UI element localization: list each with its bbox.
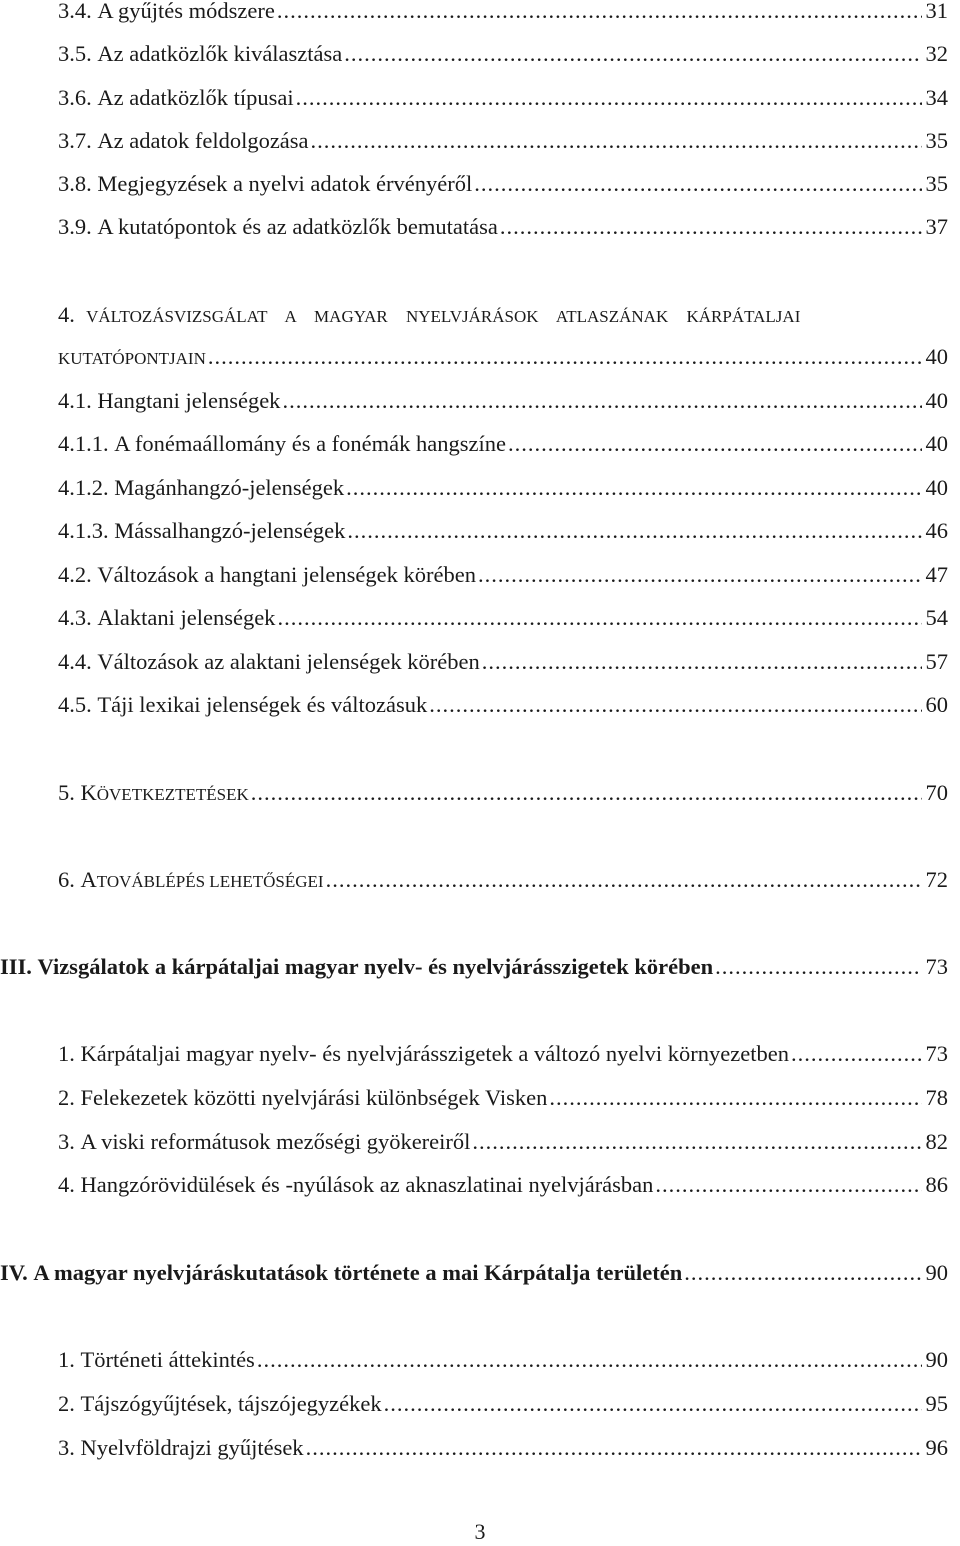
toc-number: 3.8.: [58, 171, 92, 196]
toc-entry[interactable]: [58, 1170, 948, 1200]
toc-leader: [470, 1127, 921, 1157]
toc-entry[interactable]: [58, 212, 948, 242]
toc-leader: [206, 342, 922, 372]
toc-leader: [275, 0, 922, 26]
toc-entry[interactable]: [58, 690, 948, 720]
toc-page: 35: [925, 171, 948, 196]
toc-number: 3.7.: [58, 128, 92, 153]
toc-leader: [294, 83, 922, 113]
toc-entry[interactable]: [58, 473, 948, 503]
toc-entry[interactable]: [58, 0, 948, 26]
toc-title: Hangtani jelenségek: [97, 388, 281, 413]
toc-entry[interactable]: [58, 169, 948, 199]
toc-leader: [476, 560, 922, 590]
toc-entry[interactable]: [58, 560, 948, 590]
toc-page: 82: [925, 1129, 948, 1154]
toc-title: A kutatópontok és az adatközlők bemutatása: [97, 214, 498, 239]
toc-title: Megjegyzések a nyelvi adatok érvényéről: [97, 171, 473, 196]
toc-leader: [309, 126, 922, 156]
toc-number: 3.: [58, 1129, 75, 1154]
toc-entry[interactable]: [58, 1433, 948, 1463]
toc-entry[interactable]: [58, 386, 948, 416]
toc-page: 40: [925, 388, 948, 413]
toc-number: 4.5.: [58, 692, 92, 717]
toc-number: 6.: [58, 867, 75, 892]
toc-title: Hangzórövidülések és -nyúlások az aknaszlatinai nyelvjárásban: [80, 1172, 654, 1197]
toc-number: 4.1.1.: [58, 431, 109, 456]
toc-leader: [249, 778, 922, 808]
toc-title: Táji lexikai jelenségek és változásuk: [97, 692, 428, 717]
toc-title-initial: K: [80, 780, 97, 805]
toc-entry-heading-cont[interactable]: [58, 342, 948, 374]
toc-title: A fonémaállomány és a fonémák hangszíne: [114, 431, 506, 456]
toc-leader: [344, 473, 921, 503]
toc-title: Az adatok feldolgozása: [97, 128, 309, 153]
toc-page: 57: [925, 649, 948, 674]
toc-title: Történeti áttekintés: [80, 1347, 255, 1372]
toc-number: 4.1.: [58, 388, 92, 413]
toc-number: 4.3.: [58, 605, 92, 630]
toc-leader: [472, 169, 921, 199]
toc-entry[interactable]: [58, 1039, 948, 1069]
toc-page: 31: [925, 0, 948, 23]
toc-number: 4.1.2.: [58, 475, 109, 500]
toc-entry[interactable]: [58, 126, 948, 156]
toc-title: Magánhangzó-jelenségek: [114, 475, 345, 500]
toc-title: VÁLTOZÁSVIZSGÁLAT A MAGYAR NYELVJÁRÁSOK ATLASZÁNAK KÁRPÁTALJAI: [86, 307, 801, 326]
toc-page: 72: [925, 867, 948, 892]
toc-number: III.: [0, 954, 32, 979]
toc-title: Felekezetek közötti nyelvjárási különbségek Visken: [80, 1085, 548, 1110]
toc-page: 73: [925, 954, 948, 979]
toc-page: 54: [925, 605, 948, 630]
toc-number: 3.5.: [58, 41, 92, 66]
toc-number: 3.4.: [58, 0, 92, 23]
toc-leader: [547, 1083, 921, 1113]
toc-page: 96: [925, 1435, 948, 1460]
toc-title: A magyar nyelvjáráskutatások története a mai Kárpátalja területén: [33, 1260, 683, 1285]
toc-entry[interactable]: [58, 39, 948, 69]
toc-title: A viski reformátusok mezőségi gyökereiről: [80, 1129, 471, 1154]
toc-page: 35: [925, 128, 948, 153]
toc-entry[interactable]: [58, 516, 948, 546]
toc-entry-heading[interactable]: [58, 300, 958, 332]
toc-page: 40: [925, 431, 948, 456]
toc-number: 2.: [58, 1085, 75, 1110]
toc-number: IV.: [0, 1260, 28, 1285]
toc-number: 4.1.3.: [58, 518, 109, 543]
toc-title: Mássalhangzó-jelenségek: [114, 518, 346, 543]
toc-page: 73: [925, 1041, 948, 1066]
toc-entry[interactable]: [58, 1127, 948, 1157]
toc-title-continued: KUTATÓPONTJAIN: [58, 349, 206, 368]
toc-title: TOVÁBLÉPÉS LEHETŐSÉGEI: [96, 872, 324, 891]
toc-page: 90: [925, 1260, 948, 1285]
toc-number: 4.2.: [58, 562, 92, 587]
toc-leader: [275, 603, 921, 633]
toc-title: Alaktani jelenségek: [97, 605, 276, 630]
toc-title: Változások a hangtani jelenségek körében: [97, 562, 476, 587]
toc-leader: [506, 429, 922, 459]
toc-leader: [280, 386, 921, 416]
toc-number: 3.: [58, 1435, 75, 1460]
toc-number: 2.: [58, 1391, 75, 1416]
toc-leader: [713, 952, 921, 982]
toc-leader: [789, 1039, 922, 1069]
toc-title: A gyűjtés módszere: [97, 0, 275, 23]
toc-leader: [480, 647, 922, 677]
toc-number: 4.4.: [58, 649, 92, 674]
toc-page: 32: [925, 41, 948, 66]
toc-page: 40: [925, 475, 948, 500]
toc-title: Az adatközlők kiválasztása: [97, 41, 343, 66]
toc-entry[interactable]: [58, 647, 948, 677]
toc-title: Változások az alaktani jelenségek körében: [97, 649, 480, 674]
toc-number: 1.: [58, 1041, 75, 1066]
toc-title: ÖVETKEZTETÉSEK: [96, 785, 249, 804]
toc-leader: [653, 1170, 921, 1200]
toc-page: 86: [925, 1172, 948, 1197]
toc-page: 40: [925, 344, 948, 369]
toc-leader: [304, 1433, 922, 1463]
toc-number: 3.6.: [58, 85, 92, 110]
toc-title: Az adatközlők típusai: [97, 85, 294, 110]
toc-entry-heading[interactable]: [58, 865, 948, 897]
toc-entry[interactable]: [58, 1389, 948, 1419]
page-number: 3: [474, 1519, 486, 1544]
toc-page: 90: [925, 1347, 948, 1372]
toc-part-heading[interactable]: [0, 952, 948, 982]
toc-entry[interactable]: [58, 1083, 948, 1113]
toc-leader: [324, 865, 922, 895]
toc-page: 95: [925, 1391, 948, 1416]
toc-leader: [342, 39, 921, 69]
toc-page: 47: [925, 562, 948, 587]
toc-page: 60: [925, 692, 948, 717]
toc-title: Tájszógyűjtések, tájszójegyzékek: [80, 1391, 382, 1416]
toc-title: Vizsgálatok a kárpátaljai magyar nyelv- és nyelvjárásszigetek körében: [37, 954, 714, 979]
toc-page: 70: [925, 780, 948, 805]
toc-page: 37: [925, 214, 948, 239]
toc-leader: [498, 212, 922, 242]
toc-number: 4.: [58, 1172, 75, 1197]
toc-title: Kárpátaljai magyar nyelv- és nyelvjárásszigetek a változó nyelvi környezetben: [80, 1041, 789, 1066]
toc-number: 4.: [58, 302, 75, 327]
toc-leader: [382, 1389, 922, 1419]
toc-leader: [255, 1345, 922, 1375]
toc-entry[interactable]: [58, 1345, 948, 1375]
toc-page: 46: [925, 518, 948, 543]
toc-page: 34: [925, 85, 948, 110]
toc-leader: [427, 690, 921, 720]
toc-entry[interactable]: [58, 83, 948, 113]
toc-title-initial: A: [80, 867, 97, 892]
toc-title: Nyelvföldrajzi gyűjtések: [80, 1435, 304, 1460]
toc-number: 1.: [58, 1347, 75, 1372]
toc-part-heading[interactable]: [0, 1258, 948, 1288]
toc-leader: [345, 516, 921, 546]
toc-number: 5.: [58, 780, 75, 805]
toc-entry[interactable]: [58, 429, 948, 459]
toc-page: 78: [925, 1085, 948, 1110]
toc-number: 3.9.: [58, 214, 92, 239]
toc-entry[interactable]: [58, 603, 948, 633]
toc-entry-heading[interactable]: [58, 778, 948, 810]
toc-leader: [682, 1258, 921, 1288]
